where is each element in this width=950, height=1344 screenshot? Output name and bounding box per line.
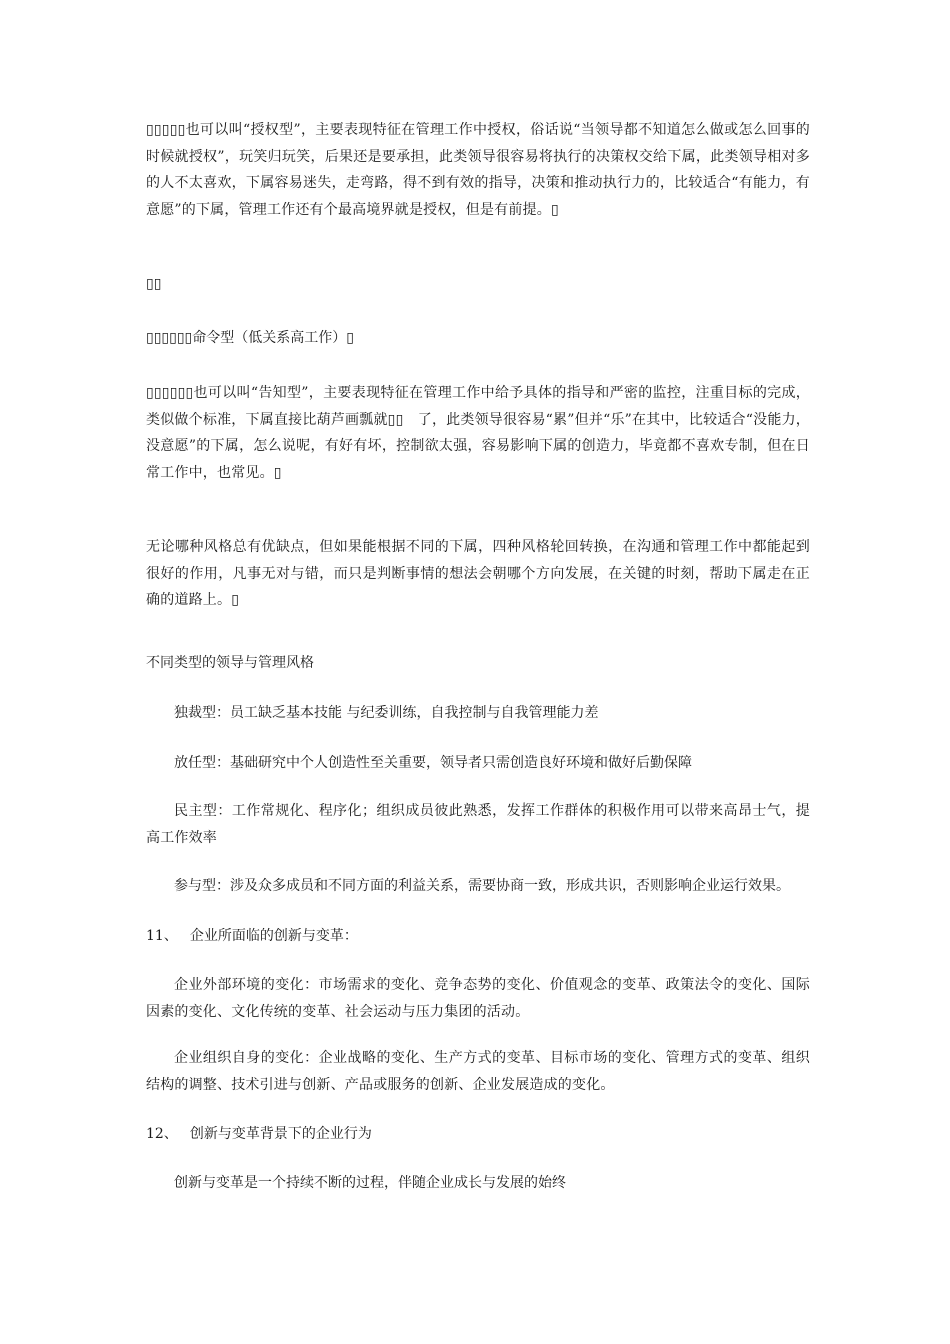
paragraph-authorize-style: ▯▯▯▯▯也可以叫“授权型”，主要表现特征在管理工作中授权，俗话说“当领导都不知道怎么做或怎么回事的时候就授权”，玩笑归玩笑，后果还是要承担，此类领导很容易将执行的决策权交给下属，此类领导相对多的人不太喜欢，下属容易迷失，走弯路，得不到有效的指导，决策和推动执行力的，比较适合“有能力，有意愿”的下属，管理工作还有个最高境界就是授权，但是有前提。▯ — [146, 122, 810, 218]
item-participative-style: 参与型：涉及众多成员和不同方面的利益关系，需要协商一致，形成共识，否则影响企业运行效果。 — [174, 878, 790, 894]
section-12-number: 12、 — [146, 1126, 178, 1142]
paragraph-summary: 无论哪种风格总有优缺点，但如果能根据不同的下属，四种风格轮回转换，在沟通和管理工作中都能起到很好的作用，凡事无对与错，而只是判断事情的想法会朝哪个方向发展，在关键的时刻，帮助下属走在正确的道路上。▯ — [146, 539, 810, 608]
item-autocratic-style: 独裁型：员工缺乏基本技能 与纪委训练，自我控制与自我管理能力差 — [174, 705, 599, 721]
item-democratic-style: 民主型：工作常规化、程序化；组织成员彼此熟悉，发挥工作群体的积极作用可以带来高昂士气，提高工作效率 — [146, 803, 810, 846]
paragraph-internal-change: 企业组织自身的变化：企业战略的变化、生产方式的变革、目标市场的变化、管理方式的变革、组织结构的调整、技术引进与创新、产品或服务的创新、企业发展造成的变化。 — [146, 1050, 810, 1093]
item-laissez-faire-style: 放任型：基础研究中个人创造性至关重要，领导者只需创造良好环境和做好后勤保障 — [174, 755, 692, 771]
paragraph-external-change: 企业外部环境的变化：市场需求的变化、竞争态势的变化、价值观念的变革、政策法令的变化、国际因素的变化、文化传统的变革、社会运动与压力集团的活动。 — [146, 977, 810, 1020]
section-11-number: 11、 — [146, 928, 178, 944]
heading-command-style: ▯▯▯▯▯▯命令型（低关系高工作）▯ — [146, 330, 354, 346]
paragraph-innovation-process: 创新与变革是一个持续不断的过程，伴随企业成长与发展的始终 — [174, 1175, 566, 1191]
paragraph-command-style: ▯▯▯▯▯▯也可以叫“告知型”，主要表现特征在管理工作中给予具体的指导和严密的监控，注重目标的完成，类似做个标准，下属直接比葫芦画瓢就▯▯ 了，此类领导很容易“累”但并“乐”在其中，比较适合“没能力，没意愿”的下属，怎么说呢，有好有坏，控制欲太强，容易影响下属的创造力，毕竟都不喜欢专制，但在日常工作中，也常见。▯ — [146, 385, 810, 481]
section-12-title: 创新与变革背景下的企业行为 — [189, 1126, 372, 1142]
section-12-heading — [146, 1124, 372, 1144]
section-11-heading — [146, 926, 358, 946]
blank-marker: ▯▯ — [146, 276, 162, 292]
section-11-title: 企业所面临的创新与变革： — [189, 928, 358, 944]
heading-leadership-styles: 不同类型的领导与管理风格 — [146, 655, 314, 671]
